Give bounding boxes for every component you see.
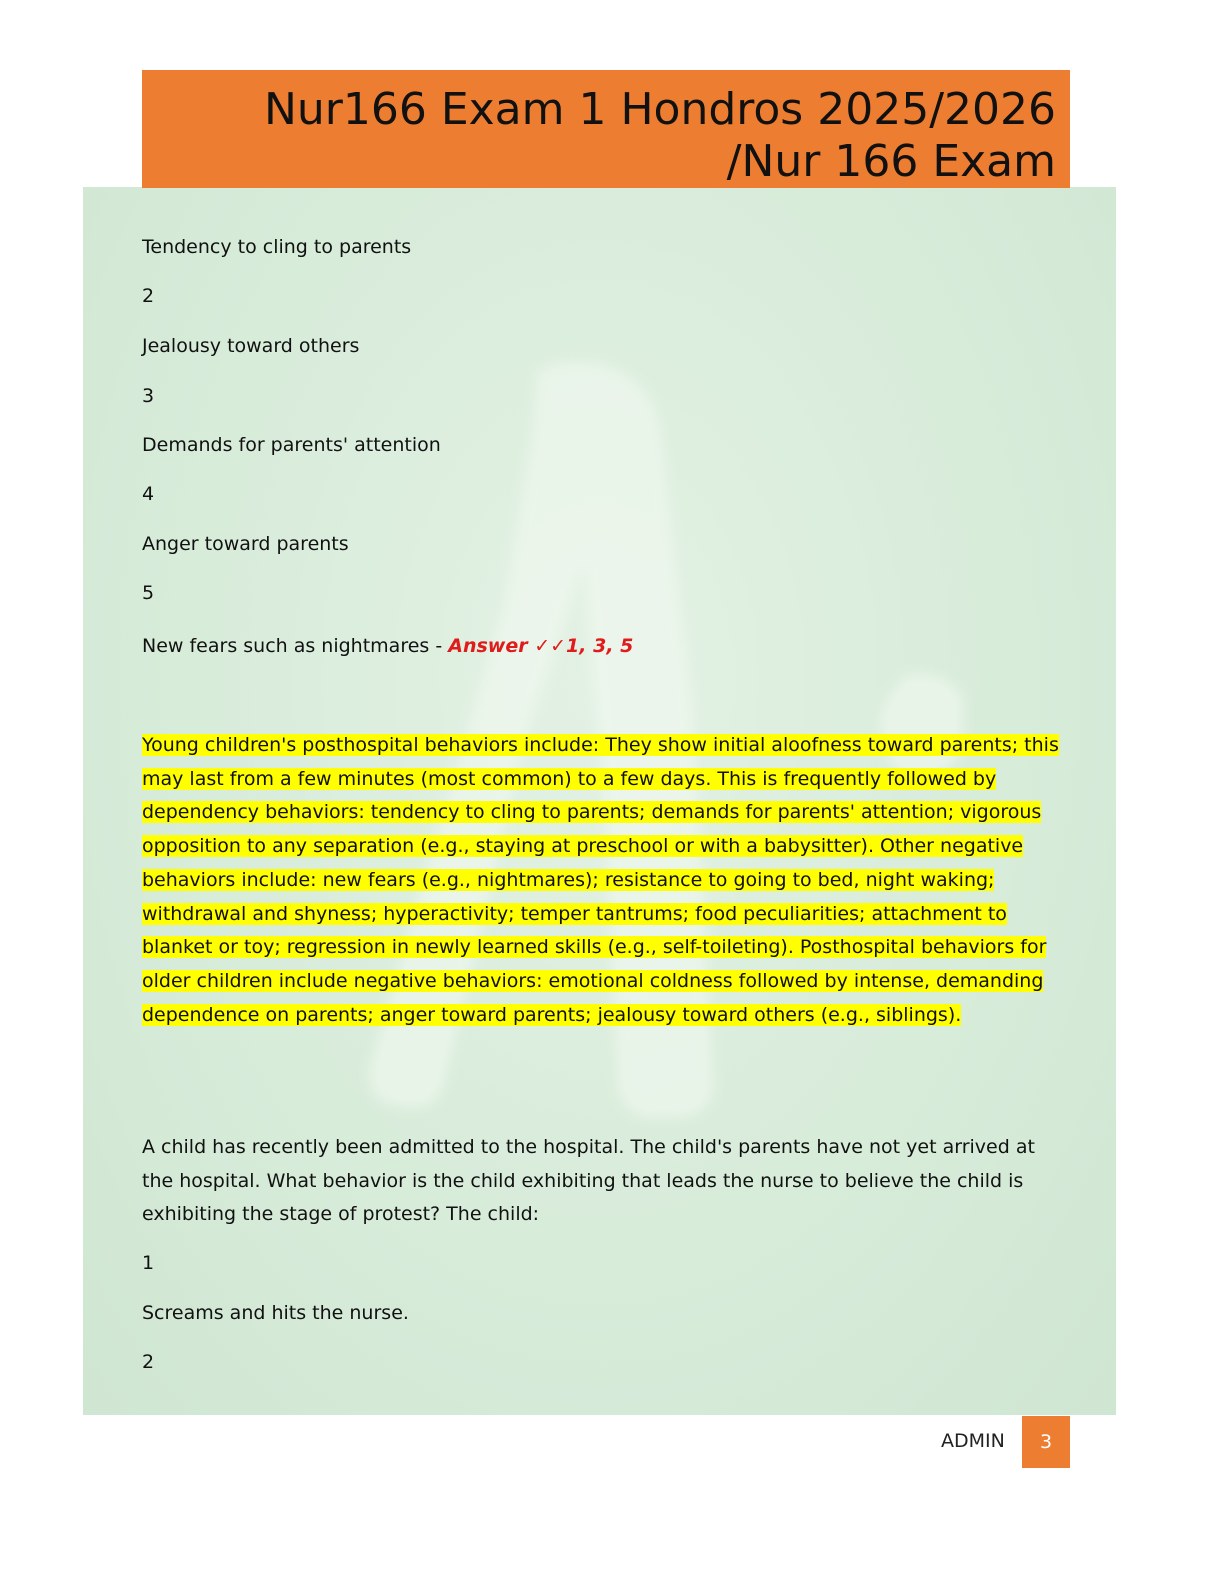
title-banner — [142, 70, 1070, 188]
option-number: 5 — [142, 582, 155, 604]
question-option-text: Screams and hits the nurse. — [142, 1302, 409, 1324]
option-number: 4 — [142, 483, 155, 505]
question-option-number: 1 — [142, 1252, 155, 1274]
rationale-paragraph — [142, 729, 1072, 1032]
question-option-number: 2 — [142, 1351, 155, 1373]
option-text: Tendency to cling to parents — [142, 236, 412, 258]
option-number: 2 — [142, 285, 155, 307]
footer-author: ADMIN — [941, 1430, 1005, 1452]
option-text: Jealousy toward others — [142, 335, 360, 357]
document-title-line-1: Nur166 Exam 1 Hondros 2025/2026 — [263, 84, 1056, 135]
option-text: Anger toward parents — [142, 533, 349, 555]
highlighted-rationale-text: Young children's posthospital behaviors include: They show initial aloofness toward parents; this may last from a few minutes (most common) to a few days. This is frequently followed by dependency behaviors: tendency to cling to parents; demands for parents' attention; vigorous opposition to any separation (e.g., staying at preschool or with a babysitter). Other negative behaviors include: new fears (e.g., nightmares); resistance to going to bed, night waking; withdrawal and shyness; hyperactivity; temper tantrums; food peculiarities; attachment to blanket or toy; regression in newly learned skills (e.g., self-toileting). Posthospital behaviors for older children include negative behaviors: emotional coldness followed by intense, demanding dependence on parents; anger toward parents; jealousy toward others (e.g., siblings). — [142, 734, 1059, 1026]
question-stem: A child has recently been admitted to the hospital. The child's parents have not yet arrived at the hospital. What behavior is the child exhibiting that leads the nurse to believe the child is exhibiting the stage of protest? The child: — [142, 1136, 1035, 1226]
option-text: New fears such as nightmares - — [142, 635, 449, 657]
option-number: 3 — [142, 385, 155, 407]
option-text: Demands for parents' attention — [142, 434, 441, 456]
page-number-badge: 3 — [1022, 1416, 1070, 1468]
document-title-line-2: /Nur 166 Exam — [726, 136, 1056, 187]
option-text-with-answer — [142, 635, 633, 657]
answer-key: Answer ✓✓1, 3, 5 — [448, 635, 634, 657]
